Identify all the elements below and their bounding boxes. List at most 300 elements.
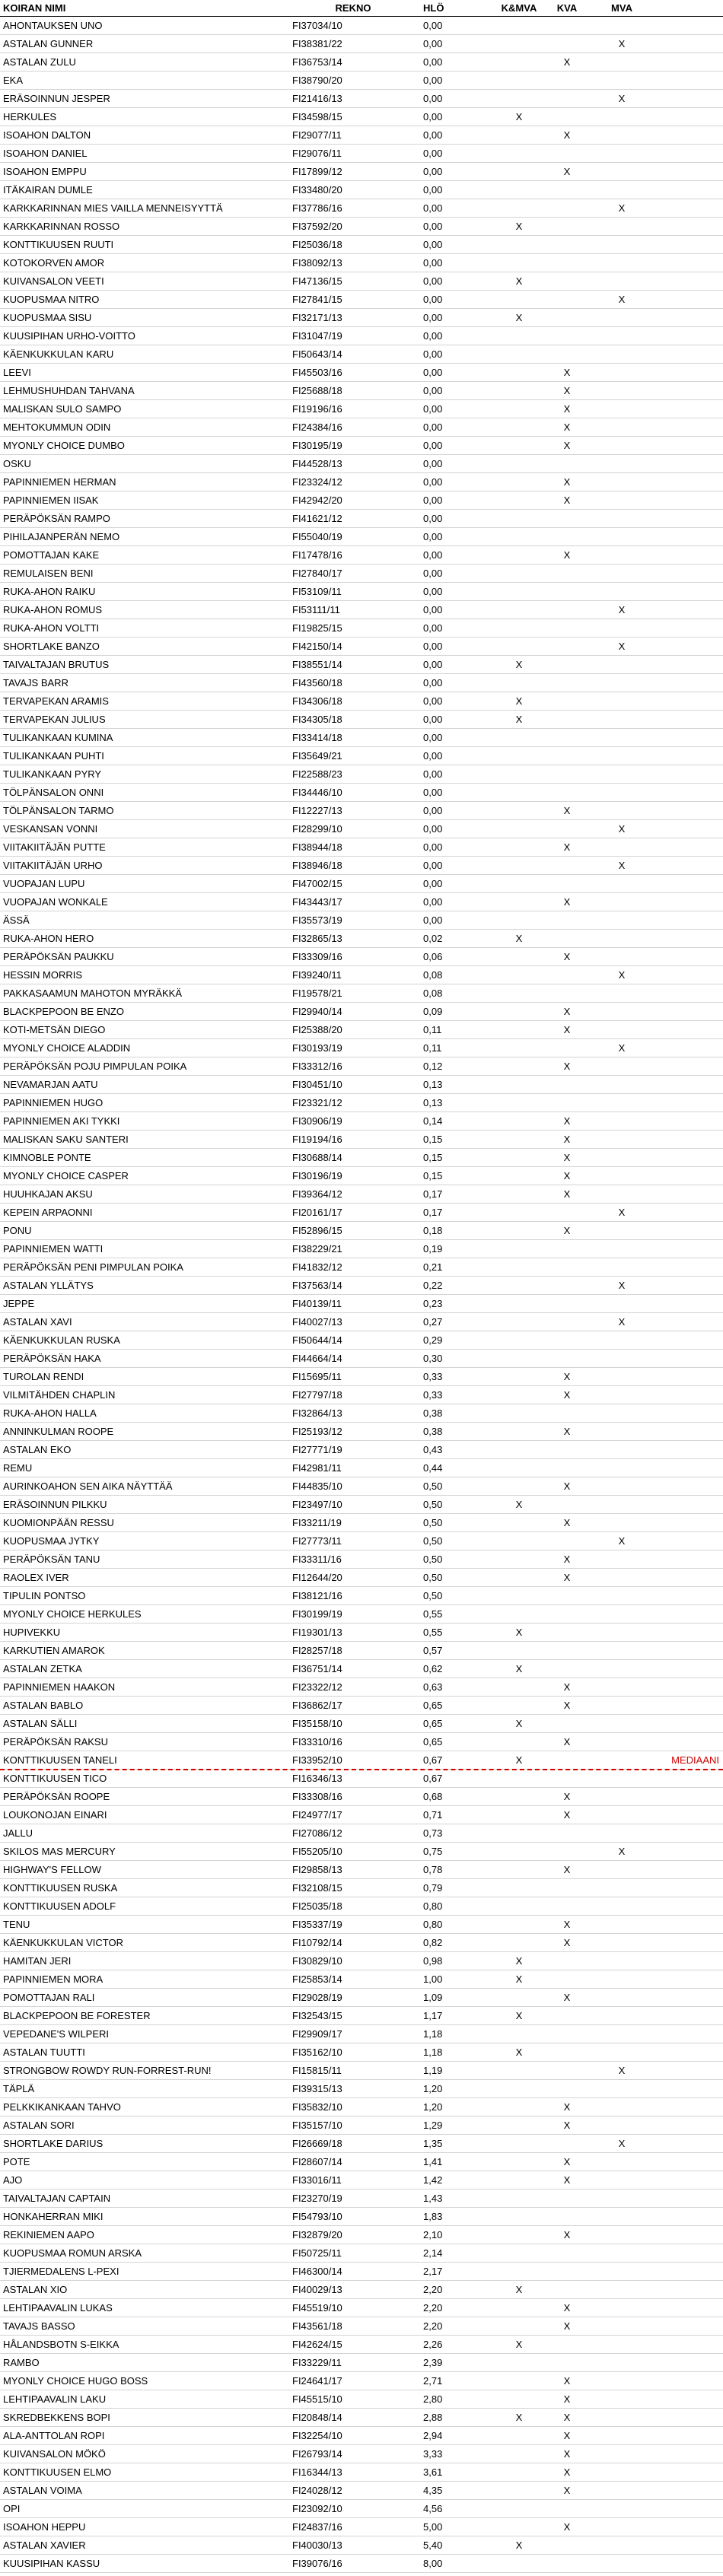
cell-kva: X	[563, 2448, 571, 2460]
cell-name: KONTTIKUUSEN TICO	[3, 1773, 107, 1784]
table-row	[0, 911, 723, 930]
cell-kva: X	[563, 403, 571, 415]
cell-kva	[543, 2135, 591, 2152]
table-row	[0, 1934, 723, 1952]
cell-mva	[591, 2208, 652, 2225]
cell-kva	[543, 656, 591, 673]
table-row	[0, 1112, 723, 1131]
cell-kva	[543, 2354, 591, 2371]
cell-reg: FI34446/10	[292, 787, 342, 798]
cell-kva	[543, 2500, 591, 2517]
cell-reg: FI24977/17	[292, 1809, 342, 1821]
cell-hlo: 0,50	[423, 1535, 443, 1547]
cell-kva	[543, 455, 591, 472]
cell-name: PELKKIKANKAAN TAHVO	[3, 2101, 121, 2113]
cell-mva	[591, 473, 652, 491]
cell-name: TERVAPEKAN JULIUS	[3, 714, 106, 725]
cell-reg: FI50644/14	[292, 1334, 342, 1346]
cell-mva	[591, 2171, 652, 2189]
cell-hlo: 0,00	[423, 440, 443, 451]
cell-name: RAOLEX IVER	[3, 1572, 69, 1583]
cell-name: KONTTIKUUSEN TANELI	[3, 1754, 117, 1766]
header-name: KOIRAN NIMI	[3, 2, 66, 14]
cell-reg: FI22588/23	[292, 768, 342, 780]
cell-km	[495, 1550, 543, 1568]
cell-reg: FI19194/16	[292, 1134, 342, 1145]
cell-name: RAMBO	[3, 2357, 40, 2368]
cell-hlo: 0,00	[423, 385, 443, 396]
cell-name: VUOPAJAN LUPU	[3, 878, 85, 889]
cell-hlo: 0,00	[423, 348, 443, 360]
cell-reg: FI33309/16	[292, 951, 342, 962]
cell-km	[495, 2153, 543, 2171]
cell-mva	[591, 1496, 652, 1513]
cell-reg: FI39076/16	[292, 2558, 342, 2569]
cell-mva	[591, 583, 652, 600]
cell-mva	[591, 802, 652, 819]
cell-km	[495, 2390, 543, 2408]
cell-kva	[543, 2007, 591, 2024]
cell-reg: FI30829/10	[292, 1955, 342, 1967]
table-row	[0, 2463, 723, 2482]
cell-kva: X	[563, 1188, 571, 1200]
cell-hlo: 0,65	[423, 1736, 443, 1748]
cell-reg: FI31047/19	[292, 330, 342, 342]
cell-hlo: 1,42	[423, 2174, 443, 2186]
table-row	[0, 90, 723, 108]
cell-km	[495, 1003, 543, 1020]
cell-km	[495, 966, 543, 984]
cell-kva	[543, 2336, 591, 2353]
cell-km	[495, 1021, 543, 1038]
cell-kva: X	[563, 2412, 571, 2423]
cell-reg: FI38381/22	[292, 38, 342, 49]
cell-kva	[543, 1770, 591, 1787]
cell-km	[495, 199, 543, 217]
cell-name: PAPINNIEMEN HERMAN	[3, 476, 116, 488]
cell-kva	[543, 1094, 591, 1111]
cell-kva	[543, 1277, 591, 1294]
cell-name: LEHMUSHUHDAN TAHVANA	[3, 385, 135, 396]
table-row	[0, 2116, 723, 2135]
cell-mva	[591, 418, 652, 436]
cell-mva	[591, 510, 652, 527]
table-row	[0, 345, 723, 364]
cell-hlo: 0,55	[423, 1608, 443, 1620]
cell-kva: X	[563, 2101, 571, 2113]
cell-hlo: 0,00	[423, 513, 443, 524]
cell-km: X	[515, 111, 523, 122]
cell-kva	[543, 510, 591, 527]
table-row	[0, 692, 723, 711]
cell-km	[495, 2463, 543, 2481]
cell-name: TÖLPÄNSALON ONNI	[3, 787, 104, 798]
cell-hlo: 1,41	[423, 2156, 443, 2167]
table-row	[0, 583, 723, 601]
table-row	[0, 2062, 723, 2080]
cell-kva	[543, 1952, 591, 1970]
cell-hlo: 0,00	[423, 914, 443, 926]
table-row	[0, 2043, 723, 2062]
cell-km: X	[515, 1663, 523, 1674]
table-row	[0, 656, 723, 674]
cell-mva	[591, 400, 652, 418]
cell-kva: X	[563, 1115, 571, 1127]
cell-kva: X	[563, 805, 571, 816]
cell-km	[495, 1240, 543, 1258]
cell-mva	[591, 1916, 652, 1933]
cell-name: KARKUTIEN AMAROK	[3, 1645, 105, 1656]
cell-name: RUKA-AHON VOLTTI	[3, 622, 100, 634]
cell-name: ÄSSÄ	[3, 914, 30, 926]
table-row	[0, 1240, 723, 1258]
header-reg: REKNO	[335, 2, 371, 14]
cell-mva	[591, 53, 652, 71]
cell-mva	[591, 1240, 652, 1258]
cell-hlo: 0,00	[423, 20, 443, 31]
cell-kva	[543, 1660, 591, 1678]
cell-kva: X	[563, 1681, 571, 1693]
cell-kva	[543, 729, 591, 746]
cell-mva	[591, 254, 652, 272]
cell-km	[495, 1131, 543, 1148]
cell-reg: FI23322/12	[292, 1681, 342, 1693]
cell-name: KARKKARINNAN MIES VAILLA MENNEISYYTTÄ	[3, 202, 223, 214]
cell-reg: FI19578/21	[292, 987, 342, 999]
cell-km	[495, 2135, 543, 2152]
cell-kva	[543, 1605, 591, 1623]
cell-name: ITÄKAIRAN DUMLE	[3, 184, 93, 196]
cell-name: PERÄPÖKSÄN HAKA	[3, 1353, 101, 1364]
cell-name: ALA-ANTTOLAN ROPI	[3, 2430, 105, 2441]
cell-reg: FI15695/11	[292, 1371, 342, 1382]
cell-mva	[591, 1131, 652, 1148]
cell-kva: X	[563, 1225, 571, 1236]
cell-kva: X	[563, 129, 571, 141]
table-row	[0, 2445, 723, 2463]
cell-mva	[591, 2153, 652, 2171]
table-row	[0, 638, 723, 656]
cell-mva	[591, 17, 652, 34]
cell-mva	[591, 2299, 652, 2317]
cell-reg: FI23321/12	[292, 1097, 342, 1108]
cell-mva	[591, 327, 652, 345]
cell-kva: X	[563, 2174, 571, 2186]
cell-mva	[591, 1185, 652, 1203]
cell-kva	[543, 1076, 591, 1093]
cell-mva	[591, 272, 652, 290]
cell-km	[495, 2263, 543, 2280]
cell-mva	[591, 2263, 652, 2280]
cell-hlo: 0,00	[423, 714, 443, 725]
table-row	[0, 1331, 723, 1350]
table-row	[0, 1258, 723, 1277]
cell-hlo: 0,00	[423, 221, 443, 232]
cell-km	[495, 2354, 543, 2371]
cell-hlo: 2,26	[423, 2339, 443, 2350]
cell-km	[495, 1532, 543, 1550]
cell-name: VIITAKIITÄJÄN URHO	[3, 860, 103, 871]
cell-hlo: 0,21	[423, 1261, 443, 1273]
table-row	[0, 729, 723, 747]
table-row	[0, 1770, 723, 1788]
cell-kva: X	[563, 1937, 571, 1948]
cell-km: X	[515, 1973, 523, 1985]
cell-hlo: 0,19	[423, 1243, 443, 1255]
cell-mva	[591, 1112, 652, 1130]
cell-hlo: 0,00	[423, 312, 443, 323]
cell-km	[495, 1076, 543, 1093]
cell-hlo: 0,13	[423, 1079, 443, 1090]
cell-mva	[591, 1167, 652, 1185]
cell-name: KONTTIKUUSEN ADOLF	[3, 1900, 116, 1912]
cell-kva: X	[563, 841, 571, 853]
cell-km	[495, 1331, 543, 1349]
cell-mva	[591, 1514, 652, 1531]
cell-hlo: 0,50	[423, 1480, 443, 1492]
cell-km	[495, 2482, 543, 2499]
cell-name: SKILOS MAS MERCURY	[3, 1846, 116, 1857]
cell-kva	[543, 984, 591, 1002]
cell-mva	[591, 911, 652, 929]
table-row	[0, 1715, 723, 1733]
cell-mva	[591, 236, 652, 253]
cell-name: TAVAJS BARR	[3, 677, 68, 689]
cell-hlo: 0,65	[423, 1718, 443, 1729]
cell-kva	[543, 327, 591, 345]
cell-hlo: 0,57	[423, 1645, 443, 1656]
cell-mva	[591, 1934, 652, 1951]
table-row	[0, 1678, 723, 1697]
cell-name: MYONLY CHOICE HERKULES	[3, 1608, 142, 1620]
cell-km	[495, 2171, 543, 2189]
cell-hlo: 0,17	[423, 1207, 443, 1218]
cell-reg: FI29076/11	[292, 148, 342, 159]
cell-mva	[591, 747, 652, 765]
cell-mva: X	[618, 294, 626, 305]
table-row	[0, 491, 723, 510]
cell-km	[495, 528, 543, 545]
cell-kva: X	[563, 1809, 571, 1821]
cell-kva	[543, 966, 591, 984]
cell-reg: FI23092/10	[292, 2503, 342, 2514]
table-row	[0, 802, 723, 820]
cell-hlo: 2,17	[423, 2266, 443, 2277]
cell-km	[495, 163, 543, 180]
table-row	[0, 2409, 723, 2427]
cell-km: X	[515, 2010, 523, 2021]
cell-name: LOUKONOJAN EINARI	[3, 1809, 107, 1821]
cell-kva	[543, 2536, 591, 2554]
cell-reg: FI47002/15	[292, 878, 342, 889]
cell-hlo: 0,13	[423, 1097, 443, 1108]
cell-km	[495, 583, 543, 600]
cell-name: ERÄSOINNUN PILKKU	[3, 1499, 107, 1510]
cell-reg: FI35157/10	[292, 2120, 342, 2131]
cell-hlo: 4,35	[423, 2485, 443, 2496]
cell-reg: FI42624/15	[292, 2339, 342, 2350]
cell-km	[495, 90, 543, 107]
cell-mva	[591, 2409, 652, 2426]
cell-km: X	[515, 2046, 523, 2058]
cell-name: TAVAJS BASSO	[3, 2320, 75, 2332]
cell-kva	[543, 1624, 591, 1641]
table-row	[0, 2390, 723, 2409]
cell-kva: X	[563, 1864, 571, 1875]
cell-kva: X	[563, 1371, 571, 1382]
cell-hlo: 1,09	[423, 1992, 443, 2003]
cell-reg: FI32543/15	[292, 2010, 342, 2021]
cell-hlo: 0,15	[423, 1134, 443, 1145]
cell-hlo: 0,79	[423, 1882, 443, 1894]
cell-km: X	[515, 2412, 523, 2423]
table-row	[0, 2171, 723, 2190]
cell-reg: FI39315/13	[292, 2083, 342, 2094]
cell-name: LEHTIPAAVALIN LAKU	[3, 2393, 107, 2405]
table-row	[0, 1423, 723, 1441]
cell-hlo: 1,29	[423, 2120, 443, 2131]
table-row	[0, 1003, 723, 1021]
cell-kva	[543, 601, 591, 619]
cell-kva	[543, 1350, 591, 1367]
cell-mva	[591, 1459, 652, 1477]
cell-km: X	[515, 659, 523, 670]
cell-hlo: 0,33	[423, 1371, 443, 1382]
cell-name: OPI	[3, 2503, 21, 2514]
cell-kva	[543, 674, 591, 692]
cell-kva	[543, 2062, 591, 2079]
cell-name: ISOAHON DALTON	[3, 129, 91, 141]
cell-reg: FI12644/20	[292, 1572, 342, 1583]
table-row	[0, 1897, 723, 1916]
cell-reg: FI44528/13	[292, 458, 342, 469]
table-row	[0, 2208, 723, 2226]
cell-mva	[591, 2116, 652, 2134]
table-row	[0, 1660, 723, 1678]
table-row	[0, 2025, 723, 2043]
table-row	[0, 1587, 723, 1605]
cell-kva: X	[563, 2120, 571, 2131]
cell-hlo: 0,50	[423, 1499, 443, 1510]
cell-hlo: 2,71	[423, 2375, 443, 2387]
cell-mva	[591, 2463, 652, 2481]
table-row	[0, 2500, 723, 2518]
cell-reg: FI33414/18	[292, 732, 342, 743]
cell-reg: FI53111/11	[292, 604, 340, 615]
cell-reg: FI46300/14	[292, 2266, 342, 2277]
table-row	[0, 948, 723, 966]
table-row	[0, 1441, 723, 1459]
cell-hlo: 0,08	[423, 969, 443, 981]
cell-km	[495, 1587, 543, 1604]
cell-kva	[543, 1587, 591, 1604]
cell-hlo: 0,00	[423, 604, 443, 615]
cell-mva	[591, 528, 652, 545]
cell-reg: FI42942/20	[292, 495, 342, 506]
cell-km	[495, 345, 543, 363]
cell-hlo: 0,00	[423, 732, 443, 743]
cell-km	[495, 2190, 543, 2207]
cell-km	[495, 1039, 543, 1057]
cell-km	[495, 875, 543, 892]
cell-name: KUIVANSALON VEETI	[3, 275, 104, 287]
cell-mva	[591, 1295, 652, 1312]
cell-hlo: 0,09	[423, 1006, 443, 1017]
table-row	[0, 2190, 723, 2208]
cell-km	[495, 1222, 543, 1239]
cell-name: VIITAKIITÄJÄN PUTTE	[3, 841, 106, 853]
cell-km	[495, 1277, 543, 1294]
table-row	[0, 1916, 723, 1934]
cell-name: TJIERMEDALENS L-PEXI	[3, 2266, 119, 2277]
table-row	[0, 930, 723, 948]
cell-name: POMOTTAJAN KAKE	[3, 549, 100, 561]
cell-reg: FI30196/19	[292, 1170, 342, 1181]
cell-hlo: 0,00	[423, 38, 443, 49]
cell-reg: FI34305/18	[292, 714, 342, 725]
cell-reg: FI33311/16	[292, 1554, 342, 1565]
header-km: K&MVA	[501, 2, 537, 14]
cell-mva	[591, 345, 652, 363]
table-row	[0, 2354, 723, 2372]
table-row	[0, 1605, 723, 1624]
cell-reg: FI15815/11	[292, 2065, 342, 2076]
table-row	[0, 2555, 723, 2573]
cell-reg: FI19196/16	[292, 403, 342, 415]
table-row	[0, 2336, 723, 2354]
table-row	[0, 236, 723, 254]
cell-reg: FI37563/14	[292, 1280, 342, 1291]
cell-reg: FI42150/14	[292, 641, 342, 652]
table-row	[0, 2536, 723, 2555]
cell-kva: X	[563, 1919, 571, 1930]
cell-reg: FI33952/10	[292, 1754, 342, 1766]
cell-hlo: 5,00	[423, 2521, 443, 2533]
cell-kva	[543, 309, 591, 326]
cell-mva: X	[618, 604, 626, 615]
cell-name: VILMITÄHDEN CHAPLIN	[3, 1389, 116, 1401]
cell-kva	[543, 1331, 591, 1349]
cell-km	[495, 1368, 543, 1385]
cell-kva	[543, 2555, 591, 2572]
cell-kva: X	[563, 1389, 571, 1401]
cell-hlo: 0,00	[423, 841, 443, 853]
cell-reg: FI33480/20	[292, 184, 342, 196]
cell-hlo: 0,00	[423, 823, 443, 835]
cell-reg: FI38121/16	[292, 1590, 342, 1601]
table-row	[0, 382, 723, 400]
cell-mva	[591, 1587, 652, 1604]
cell-hlo: 0,11	[423, 1042, 442, 1054]
table-row	[0, 1624, 723, 1642]
cell-reg: FI20848/14	[292, 2412, 342, 2423]
cell-mva	[591, 163, 652, 180]
cell-kva: X	[563, 421, 571, 433]
cell-hlo: 0,12	[423, 1061, 443, 1072]
table-row	[0, 1277, 723, 1295]
cell-mva	[591, 711, 652, 728]
cell-kva: X	[563, 1736, 571, 1748]
table-row	[0, 1057, 723, 1076]
cell-name: TULIKANKAAN PYRY	[3, 768, 102, 780]
cell-mva	[591, 1970, 652, 1988]
cell-name: KÄENKUKKULAN RUSKA	[3, 1334, 120, 1346]
cell-name: KUOPUSMAA SISU	[3, 312, 92, 323]
cell-hlo: 0,22	[423, 1280, 443, 1291]
cell-km	[495, 2427, 543, 2444]
cell-hlo: 0,00	[423, 129, 443, 141]
cell-km	[495, 2445, 543, 2463]
